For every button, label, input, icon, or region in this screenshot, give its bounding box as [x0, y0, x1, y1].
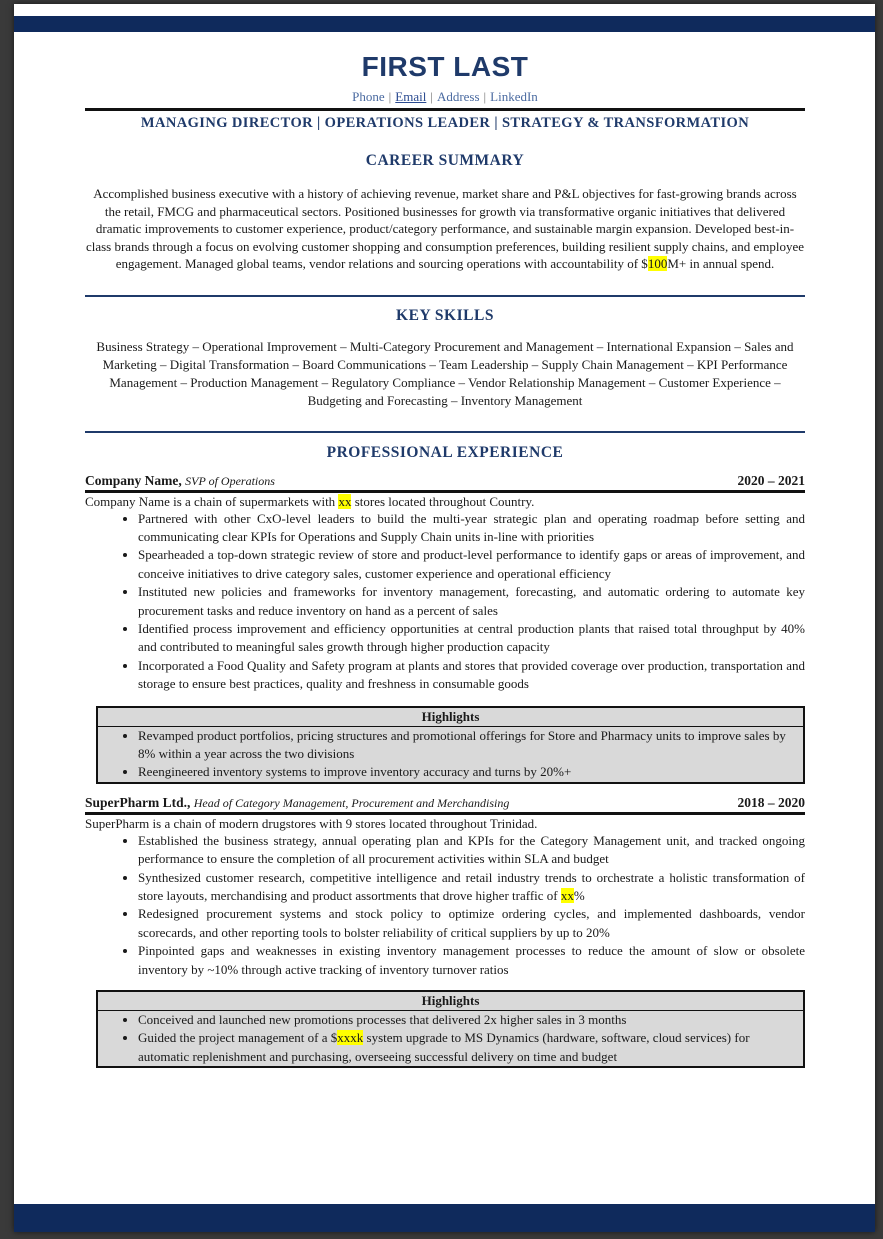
list-item: • Reengineered inventory systems to improve inventory accuracy and turns by 20%+: [138, 763, 803, 781]
career-summary-text: Accomplished business executive with a history of achieving revenue, market share and P&L objectives for fast-growing brands across the retail, FMCG and pharmaceutical sectors. Positioned businesses for growth via transformative organic initiatives that delivered dramatic improvements to customer experience, product/category performance, and sustainable margin expansion. Developed best-in-class brands through a focus on evolving customer shopping and consumption preferences, building resilient supply chains, and employee engagement. Managed global teams, vendor relations and sourcing operations with accountability of $100M+ in annual spend.: [85, 186, 805, 271]
highlights-list: [98, 1011, 803, 1066]
highlights-list: [98, 727, 803, 782]
contact-address: Address: [436, 89, 480, 104]
list-item: • Spearheaded a top-down strategic review of store and product-level performance to identify gaps or areas of improvement, and conceive initiatives to drive category sales, customer experience and operational efficiency: [138, 546, 805, 583]
list-item: • Conceived and launched new promotions processes that delivered 2x higher sales in 3 months: [138, 1011, 803, 1029]
key-skills-text: Business Strategy – Operational Improvement – Multi-Category Procurement and Management – International Expansion – Sales and Marketing – Digital Transformation – Board Communications – Team Leadership – Supply Chain Management – KPI Performance Management – Production Management – Regulatory Compliance – Vendor Relationship Management – Customer Experience – Budgeting and Forecasting – Inventory Management: [96, 338, 794, 408]
company-name: Company Name,: [85, 472, 182, 488]
resume-page: [14, 4, 875, 1232]
contact-linkedin: LinkedIn: [490, 89, 538, 104]
list-item: • Pinpointed gaps and weaknesses in existing inventory management processes to reduce the amount of slow or obsolete inventory by ~10% through active tracking of inventory turnover ratios: [138, 942, 805, 979]
job-bullets: [85, 510, 805, 694]
list-item: • Redesigned procurement systems and stock policy to optimize ordering cycles, and implemented dashboards, vendor scorecards, and other reporting tools to bolster reliability of critical suppliers by up to 20%: [138, 905, 805, 942]
list-item: • Established the business strategy, annual operating plan and KPIs for the Category Management unit, and tracked ongoing performance to ensure the completion of all procurement activities within SLA and budget: [138, 832, 805, 869]
job-entry: [85, 472, 805, 784]
candidate-name: FIRST LAST: [361, 51, 529, 82]
career-summary-title: CAREER SUMMARY: [365, 152, 525, 169]
highlights-title: Highlights: [98, 708, 803, 727]
professional-experience-title: PROFESSIONAL EXPERIENCE: [326, 443, 564, 461]
highlight-mark: xxxk: [337, 1030, 364, 1046]
company-name: SuperPharm Ltd.,: [85, 794, 191, 810]
section-rule: [85, 295, 805, 297]
job-dates: 2018 – 2020: [737, 794, 805, 810]
job-header: [85, 794, 805, 815]
job-title: Head of Category Management, Procurement and Merchandising: [193, 795, 510, 810]
list-item: • Incorporated a Food Quality and Safety program at plants and stores that provided coverage over production, transportation and storage to ensure best practices, quality and freshness in consumable goods: [138, 657, 805, 694]
headline: MANAGING DIRECTOR | OPERATIONS LEADER | STRATEGY & TRANSFORMATION: [140, 115, 750, 131]
list-item: • Identified process improvement and efficiency opportunities at central production plants that raised total throughput by 40% and contributed to meaningful sales growth through higher production capacity: [138, 620, 805, 657]
highlight-mark: 100: [647, 256, 668, 271]
contact-email-link[interactable]: Email: [395, 89, 427, 104]
list-item: • Guided the project management of a $xxxk system upgrade to MS Dynamics (hardware, software, cloud services) for automatic replenishment and purchasing, overseeing successful delivery on time and budget: [138, 1029, 803, 1066]
job-title: SVP of Operations: [185, 473, 275, 488]
list-item: • Partnered with other CxO-level leaders to build the multi-year strategic plan and operating roadmap before setting and communicating clear KPIs for Operations and Supply Chain units in-line with priorities: [138, 510, 805, 547]
bottom-band: [14, 1204, 875, 1232]
resume-content: [85, 50, 805, 1068]
key-skills-title: KEY SKILLS: [396, 306, 494, 324]
job-entry: [85, 794, 805, 1068]
list-item: • Revamped product portfolios, pricing structures and promotional offerings for Store and Pharmacy units to improve sales by 8% within a year across the two divisions: [138, 727, 803, 764]
company-description: SuperPharm is a chain of modern drugstores with 9 stores located throughout Trinidad.: [85, 815, 538, 831]
highlight-mark: xx: [338, 493, 352, 509]
contact-line: Phone | Email | Address | LinkedIn: [352, 89, 538, 104]
list-item: • Instituted new policies and frameworks for inventory management, forecasting, and automatic ordering to automate key procurement tasks and reduce inventory on hand as a percent of sales: [138, 583, 805, 620]
job-dates: 2020 – 2021: [737, 472, 805, 488]
contact-phone: Phone: [352, 89, 385, 104]
highlights-box: [96, 706, 805, 784]
job-header: [85, 472, 805, 493]
highlight-mark: xx: [560, 888, 574, 903]
company-description: Company Name is a chain of supermarkets with xx stores located throughout Country.: [85, 493, 535, 509]
highlights-title: Highlights: [98, 992, 803, 1011]
top-band: [14, 16, 875, 32]
job-bullets: [85, 832, 805, 979]
section-rule: [85, 431, 805, 433]
header-rule: [85, 108, 805, 111]
list-item: • Synthesized customer research, competitive intelligence and retail industry trends to orchestrate a holistic transformation of store layouts, merchandising and product assortments that drove higher traffic of xx%: [138, 869, 805, 906]
highlights-box: [96, 990, 805, 1068]
